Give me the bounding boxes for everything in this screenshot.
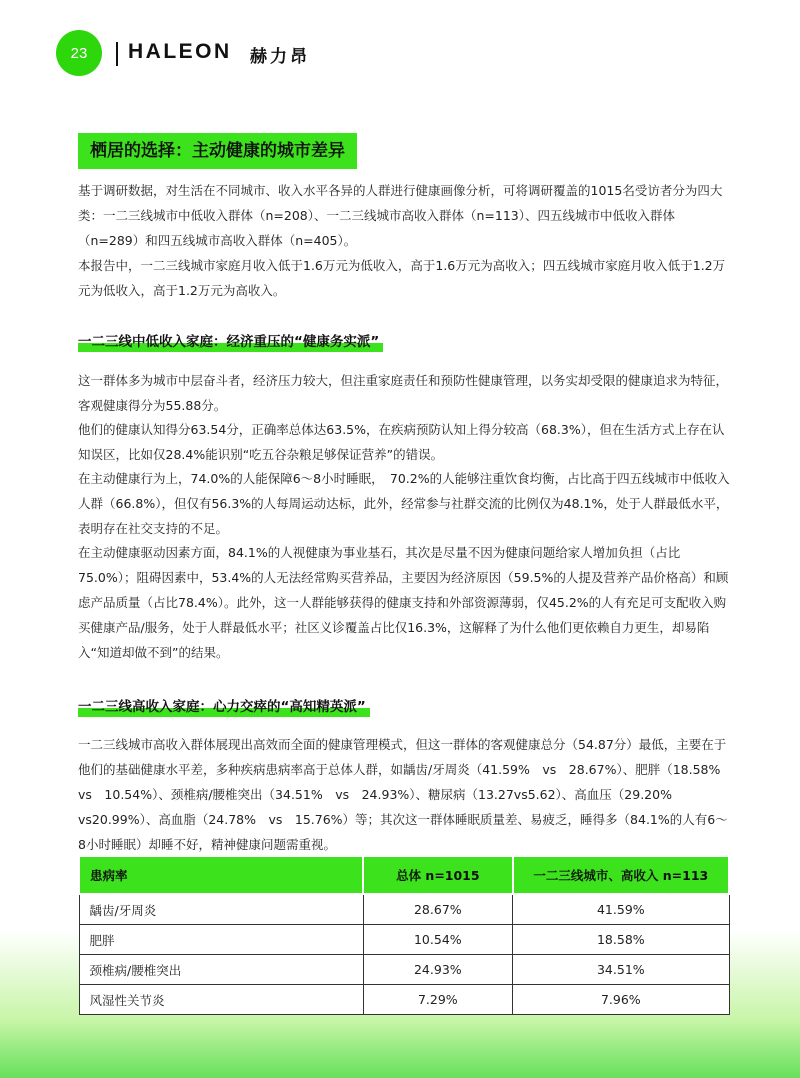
table-cell: 18.58% [513, 925, 729, 955]
table-row [79, 925, 729, 955]
prevalence-table [78, 855, 730, 1015]
table-header-row [79, 856, 729, 894]
group1-paragraph-1: 这一群体多为城市中层奋斗者，经济压力较大，但注重家庭责任和预防性健康管理，以务实却受限的健康追求为特征，客观健康得分为55.88分。 [78, 373, 729, 413]
group2-paragraph-1: 一二三线城市高收入群体展现出高效而全面的健康管理模式，但这一群体的客观健康总分（54.87分）最低，主要在于他们的基础健康水平差，多种疾病患病率高于总体人群，如龋齿/牙周炎（41.59% vs 28.67%）、肥胖（18.58% vs 10.54%）、颈椎病/腰椎突出（34.51% vs 24.93%）、糖尿病（13.27vs5.62）、高血压（29.20% vs20.99%）、高血脂（24.78% vs 15.76%）等；其次这一群体睡眠质量差、易疲乏，睡得多（84.1%的人有6～8小时睡眠）却睡不好，精神健康问题需重视。 [78, 737, 733, 852]
group2-heading: 一二三线高收入家庭：心力交瘁的“高知精英派” [78, 695, 370, 717]
group1-heading: 一二三线中低收入家庭：经济重压的“健康务实派” [78, 330, 383, 352]
table-cell: 龋齿/牙周炎 [79, 894, 363, 925]
table-row [79, 955, 729, 985]
table-cell: 7.96% [513, 985, 729, 1015]
intro-paragraph-1: 基于调研数据，对生活在不同城市、收入水平各异的人群进行健康画像分析，可将调研覆盖的1015名受访者分为四大类：一二三线城市中低收入群体（n=208）、一二三线城市高收入群体（n=113）、四五线城市中低收入群体（n=289）和四五线城市高收入群体（n=405）。 [78, 183, 723, 248]
group1-paragraph-3: 在主动健康行为上，74.0%的人能保障6～8小时睡眠， 70.2%的人能够注重饮食均衡，占比高于四五线城市中低收入人群（66.8%），但仅有56.3%的人每周运动达标，此外，经常参与社群交流的比例仅为48.1%，处于人群最低水平，表明存在社交支持的不足。 [78, 471, 730, 536]
table-header-cell: 患病率 [79, 856, 363, 894]
group1-paragraph-4: 在主动健康驱动因素方面，84.1%的人视健康为事业基石，其次是尽量不因为健康问题给家人增加负担（占比75.0%）；阻碍因素中，53.4%的人无法经常购买营养品，主要因为经济原因（59.5%的人提及营养产品价格高）和顾虑产品质量（占比78.4%）。此外，这一人群能够获得的健康支持和外部资源薄弱，仅45.2%的人有充足可支配收入购买健康产品/服务，处于人群最低水平；社区义诊覆盖占比仅16.3%，这解释了为什么他们更依赖自力更生，却易陷入“知道却做不到”的结果。 [78, 545, 729, 660]
haleon-logo-cn: 赫力昂 [250, 47, 310, 67]
page-number-badge: 23 [56, 30, 102, 76]
section-title: 栖居的选择：主动健康的城市差异 [78, 133, 357, 169]
table-cell: 风湿性关节炎 [79, 985, 363, 1015]
table-header-cell: 一二三线城市、高收入 n=113 [513, 856, 729, 894]
header-divider [116, 42, 118, 66]
table-row [79, 894, 729, 925]
table-cell: 肥胖 [79, 925, 363, 955]
table-cell: 颈椎病/腰椎突出 [79, 955, 363, 985]
intro-paragraph-2: 本报告中，一二三线城市家庭月收入低于1.6万元为低收入，高于1.6万元为高收入；四五线城市家庭月收入低于1.2万元为低收入，高于1.2万元为高收入。 [78, 258, 726, 298]
table-row [79, 985, 729, 1015]
table-cell: 34.51% [513, 955, 729, 985]
table-header-cell: 总体 n=1015 [363, 856, 513, 894]
table-cell: 41.59% [513, 894, 729, 925]
table-cell: 24.93% [363, 955, 513, 985]
table-cell: 7.29% [363, 985, 513, 1015]
group1-paragraph-2: 他们的健康认知得分63.54分，正确率总体达63.5%，在疾病预防认知上得分较高（68.3%），但在生活方式上存在认知误区，比如仅28.4%能识别“吃五谷杂粮足够保证营养”的错误。 [78, 422, 725, 462]
table-cell: 28.67% [363, 894, 513, 925]
table-cell: 10.54% [363, 925, 513, 955]
haleon-logo: HALEON [128, 40, 232, 63]
